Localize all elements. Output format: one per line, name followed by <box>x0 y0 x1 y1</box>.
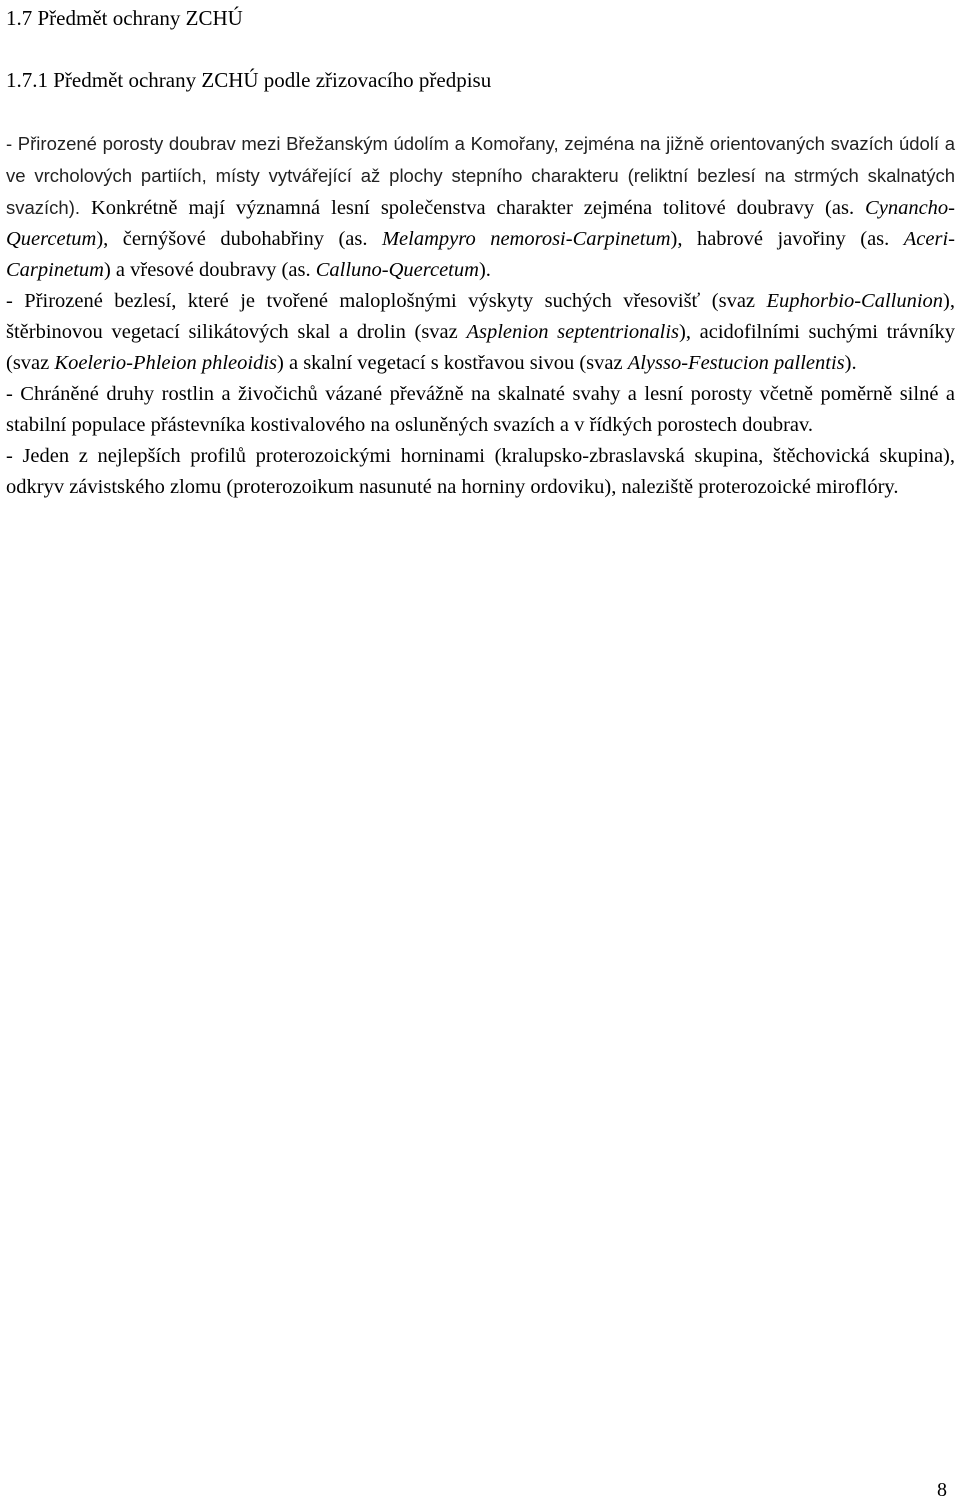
text-run: ), černýšové dubohabřiny (as. <box>96 228 382 250</box>
taxon-name: Euphorbio-Callunion <box>766 290 944 312</box>
taxon-name: Aceri-Carpinetum <box>6 228 956 281</box>
paragraph-bezlesi <box>6 286 955 379</box>
text-run: ), štěrbinovou vegetací silikátových skal a drolin (svaz <box>6 290 955 343</box>
taxon-name: Melampyro nemorosi-Carpinetum <box>381 228 671 250</box>
taxon-name: Alysso-Festucion pallentis <box>627 352 845 374</box>
paragraph-forests <box>6 128 955 286</box>
text-run: ), habrové javořiny (as. <box>670 228 904 250</box>
text-run: - Chráněné druhy rostlin a živočichů vázané převážně na skalnaté svahy a lesní porosty včetně poměrně silné a stabilní populace přástevníka kostivalového na osluněných svazích a v řídkých porostech doubrav. <box>6 383 955 436</box>
paragraph-species <box>6 379 955 441</box>
taxon-name: Cynancho-Quercetum <box>6 197 955 250</box>
taxon-name: Calluno-Quercetum <box>315 259 479 281</box>
subsection-heading: 1.7.1 Předmět ochrany ZCHÚ podle zřizovacího předpisu <box>6 68 492 92</box>
text-run: ) a skalní vegetací s kostřavou sivou (svaz <box>277 352 628 374</box>
section-heading: 1.7 Předmět ochrany ZCHÚ <box>6 6 243 30</box>
paragraph-geology <box>6 441 955 503</box>
text-run: - Přirozené bezlesí, které je tvořené maloplošnými výskyty suchých vřesovišť (svaz <box>6 290 767 312</box>
taxon-name: Asplenion septentrionalis <box>466 321 679 343</box>
text-run: - Přirozené porosty doubrav mezi Břežanským údolím a Komořany, zejména na jižně orientovaných svazích údolí a ve vrcholových partiích, místy vytvářející až plochy stepního charakteru (reliktní bezlesí na strmých skalnatých svazích). <box>6 133 955 218</box>
text-run: ). <box>478 259 491 281</box>
taxon-name: Koelerio-Phleion phleoidis <box>54 352 278 374</box>
text-run: ) a vřesové doubravy (as. <box>103 259 316 281</box>
body-text <box>6 128 955 503</box>
text-run: ). <box>844 352 857 374</box>
text-run: ), acidofilními suchými trávníky (svaz <box>6 321 955 374</box>
text-run: Konkrétně mají významná lesní společenstva charakter zejména tolitové doubravy (as. <box>80 197 866 219</box>
page-number: 8 <box>937 1479 947 1501</box>
text-run: - Jeden z nejlepších profilů proterozoickými horninami (kralupsko-zbraslavská skupina, štěchovická skupina), odkryv závistského zlomu (proterozoikum nasunuté na horniny ordoviku), naleziště proterozoické miroflóry. <box>6 445 955 498</box>
